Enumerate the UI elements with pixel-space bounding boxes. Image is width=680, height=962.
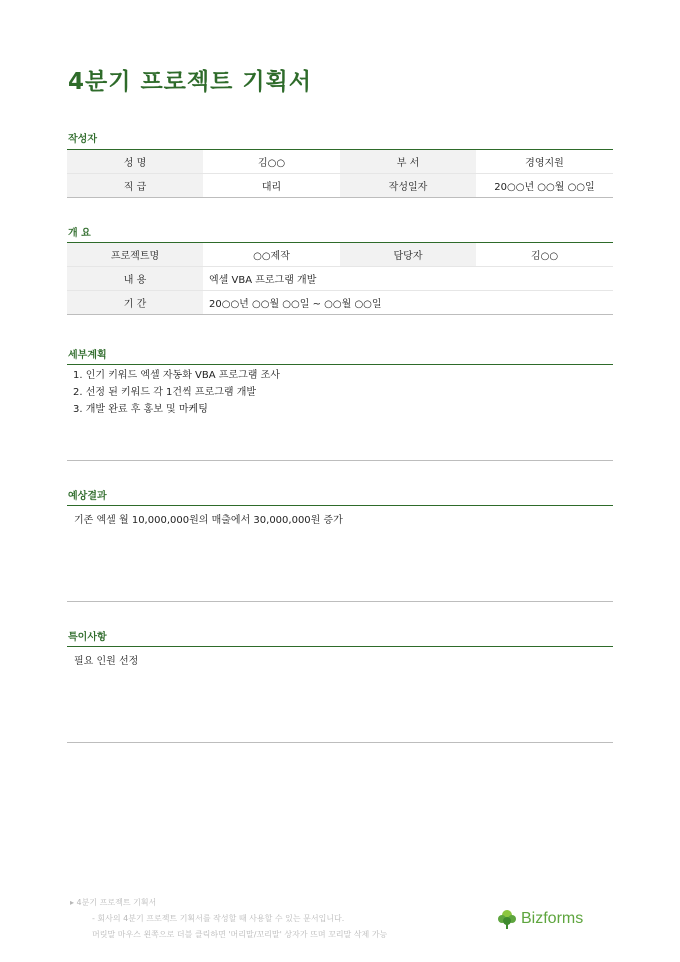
list-item: 3. 개발 완료 후 홍보 및 마케팅 (73, 404, 208, 415)
result-section-label: 예상결과 (68, 491, 107, 502)
result-section-rule (67, 505, 613, 506)
author-section-label: 작성자 (68, 134, 97, 145)
table-cell: 작성일자 (340, 174, 476, 198)
table-cell: 20○○년 ○○월 ○○일 (476, 174, 613, 198)
footer-description: - 회사의 4분기 프로젝트 기획서를 작성할 때 사용할 수 있는 문서입니다. (92, 914, 345, 923)
brand-name: Bizforms (521, 910, 584, 927)
plan-section-label: 세부계획 (68, 350, 107, 361)
table-cell: 기 간 (67, 291, 203, 315)
table-row (67, 174, 613, 198)
table-row (67, 243, 613, 267)
list-item: 1. 인기 키워드 엑셀 자동화 VBA 프로그램 조사 (73, 370, 280, 381)
table-cell: 담당자 (340, 243, 476, 267)
notes-section-label: 특이사항 (68, 632, 107, 643)
table-cell: 직 급 (67, 174, 203, 198)
table-cell: ○○제작 (203, 243, 340, 267)
tree-icon (497, 908, 517, 930)
bizforms-logo (497, 908, 583, 930)
table-cell: 프로젝트명 (67, 243, 203, 267)
table-cell: 김○○ (476, 243, 613, 267)
notes-section-rule (67, 646, 613, 647)
notes-text: 필요 인원 선정 (74, 656, 139, 667)
table-cell: 성 명 (67, 150, 203, 174)
list-item: 2. 선정 된 키워드 각 1건씩 프로그램 개발 (73, 387, 257, 398)
overview-table (67, 243, 613, 315)
footer-title: ▸ 4분기 프로젝트 기획서 (70, 898, 157, 907)
table-cell: 엑셀 VBA 프로그램 개발 (203, 267, 613, 291)
table-cell: 20○○년 ○○월 ○○일 ~ ○○월 ○○일 (203, 291, 613, 315)
result-section-bottom-rule (67, 601, 613, 602)
table-row (67, 267, 613, 291)
table-cell: 내 용 (67, 267, 203, 291)
table-row (67, 291, 613, 315)
footer-note (70, 895, 387, 943)
notes-section-bottom-rule (67, 742, 613, 743)
table-row (67, 150, 613, 174)
footer-instruction: 머릿말 마우스 왼쪽으로 더블 클릭하면 '머리말/꼬리말' 상자가 뜨며 꼬리말 삭제 가능 (92, 930, 388, 939)
plan-section-bottom-rule (67, 460, 613, 461)
overview-section-label: 개 요 (68, 228, 91, 239)
table-cell: 대리 (203, 174, 340, 198)
plan-list (73, 367, 280, 418)
table-cell: 부 서 (340, 150, 476, 174)
table-cell: 경영지원 (476, 150, 613, 174)
plan-section-rule (67, 364, 613, 365)
document-title: 4분기 프로젝트 기획서 (68, 69, 312, 95)
table-cell: 김○○ (203, 150, 340, 174)
author-table (67, 150, 613, 198)
result-text: 기존 엑셀 월 10,000,000원의 매출에서 30,000,000원 증가 (74, 515, 343, 526)
